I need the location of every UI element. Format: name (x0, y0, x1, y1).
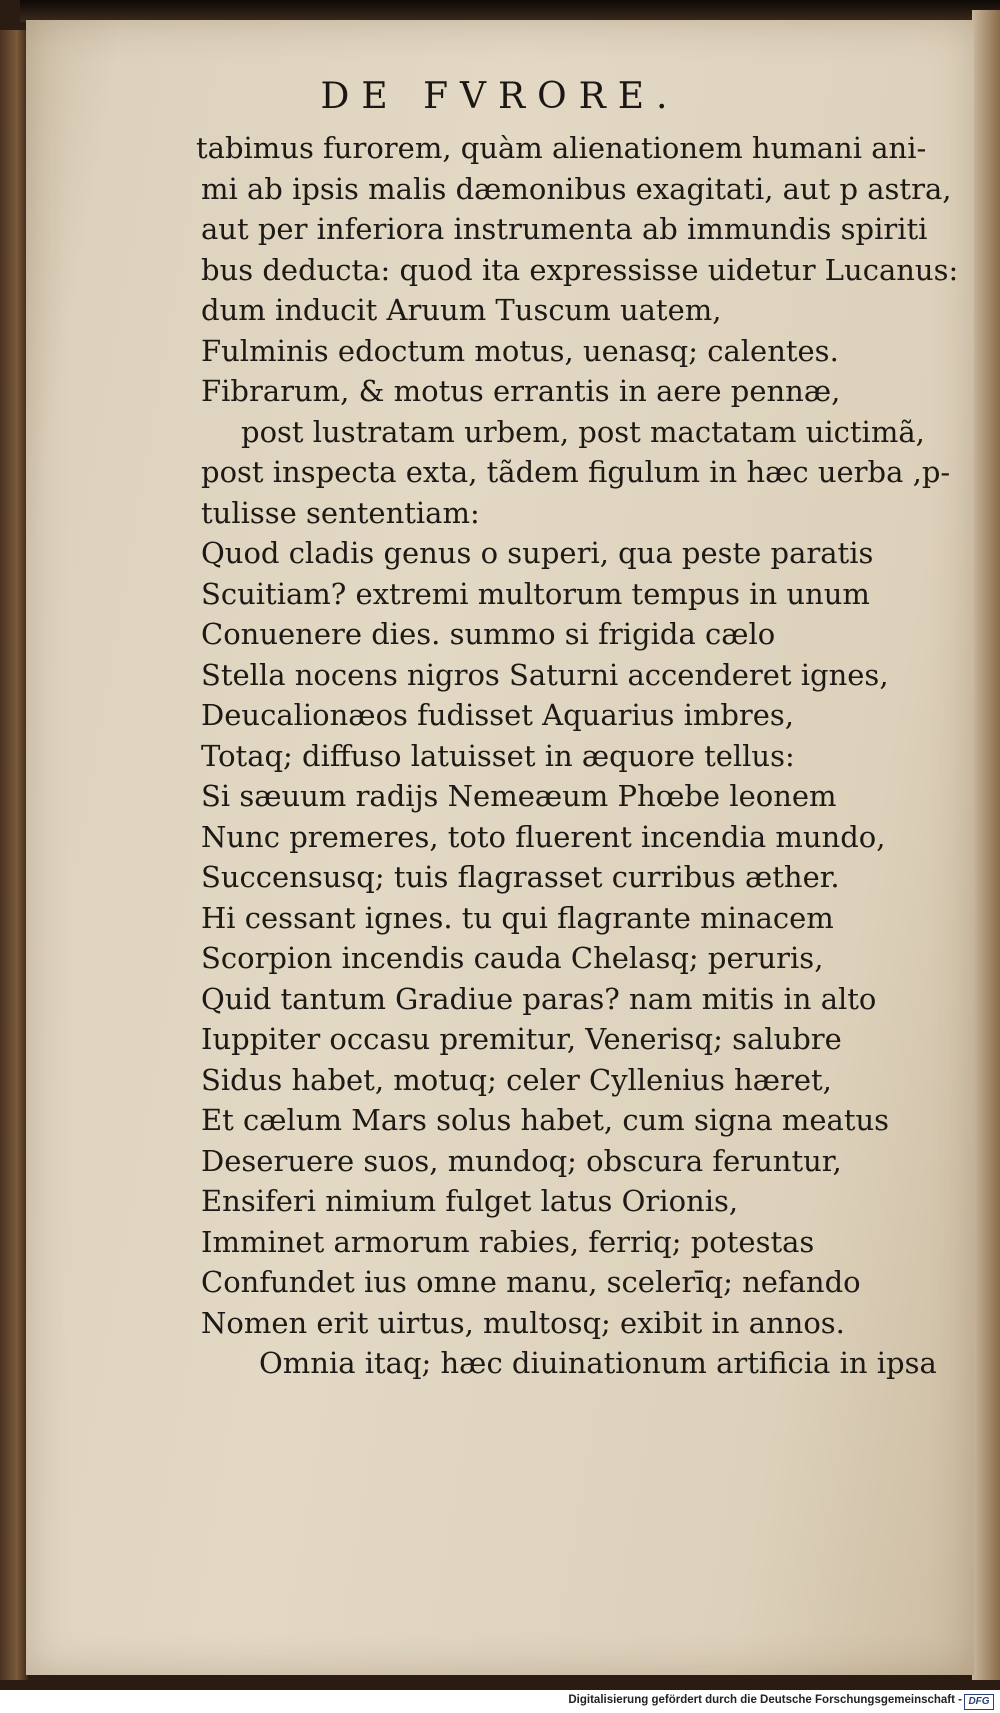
verse-line: Sidus habet, motuq; celer Cyllenius hæret, (201, 1062, 832, 1097)
verse-line: Succensusq; tuis flagrasset curribus æther. (201, 860, 840, 894)
book-top-edge (20, 0, 1000, 22)
text-line: mi ab ipsis malis dæmonibus exagitati, aut p astra, (201, 171, 952, 206)
verse-line: Scorpion incendis cauda Chelasq; peruris, (201, 941, 824, 975)
text-line: aut per inferiora instrumenta ab immundis spiriti (201, 212, 928, 246)
digitization-footer (0, 1690, 1000, 1713)
verse-line: Iuppiter occasu premitur, Venerisq; salubre (201, 1022, 842, 1056)
running-head: DE FVRORE. (320, 76, 680, 117)
verse-line: Conuenere dies. summo si frigida cælo (201, 617, 776, 651)
funding-credit: Digitalisierung gefördert durch die Deutsche Forschungsgemeinschaft - (568, 1694, 962, 1706)
verse-line: Deucalionæos fudisset Aquarius imbres, (201, 698, 795, 732)
dfg-logo-icon: DFG (964, 1694, 994, 1710)
verse-line: Confundet ius omne manu, scelerīq; nefando (201, 1265, 861, 1299)
text-line: post lustratam urbem, post mactatam uictimã, (241, 414, 925, 449)
text-line: tabimus furorem, quàm alienationem humani ani- (196, 131, 927, 165)
verse-line: Quod cladis genus o superi, qua peste paratis (201, 536, 874, 570)
verse-line: Quid tantum Gradiue paras? nam mitis in alto (201, 981, 877, 1016)
verse-line: Nomen erit uirtus, multosq; exibit in annos. (201, 1305, 845, 1340)
text-line: bus deducta: quod ita expressisse uidetur Lucanus: (201, 252, 959, 287)
book-spine-edge (0, 30, 28, 1680)
verse-line: Hi cessant ignes. tu qui flagrante minacem (201, 900, 834, 935)
verse-line: Stella nocens nigros Saturni accenderet ignes, (201, 657, 889, 692)
text-line: Fibrarum, & motus errantis in aere pennæ, (201, 374, 841, 408)
verse-line: Et cælum Mars solus habet, cum signa meatus (201, 1103, 890, 1137)
text-line: tulisse sententiam: (201, 495, 480, 530)
verse-line: Ensiferi nimium fulget latus Orionis, (201, 1184, 739, 1218)
verse-line: Si sæuum radijs Nemeæum Phœbe leonem (201, 779, 837, 813)
text-line: Omnia itaq; hæc diuinationum artificia in ipsa (259, 1346, 937, 1380)
text-line: Fulminis edoctum motus, uenasq; calentes. (201, 333, 839, 368)
text-block (196, 128, 971, 1384)
verse-line: Nunc premeres, toto fluerent incendia mundo, (201, 819, 886, 854)
verse-line: Totaq; diffuso latuisset in æquore tellus: (201, 738, 795, 773)
text-line: dum inducit Aruum Tuscum uatem, (201, 293, 722, 327)
text-line: post inspecta exta, tãdem figulum in hæc uerba ,p- (201, 455, 951, 489)
book-fore-edge (972, 10, 1000, 1680)
book-page (26, 20, 974, 1675)
verse-line: Scuitiam? extremi multorum tempus in unum (201, 576, 870, 611)
verse-line: Deseruere suos, mundoq; obscura feruntur, (201, 1143, 842, 1178)
verse-line: Imminet armorum rabies, ferriq; potestas (201, 1224, 815, 1259)
